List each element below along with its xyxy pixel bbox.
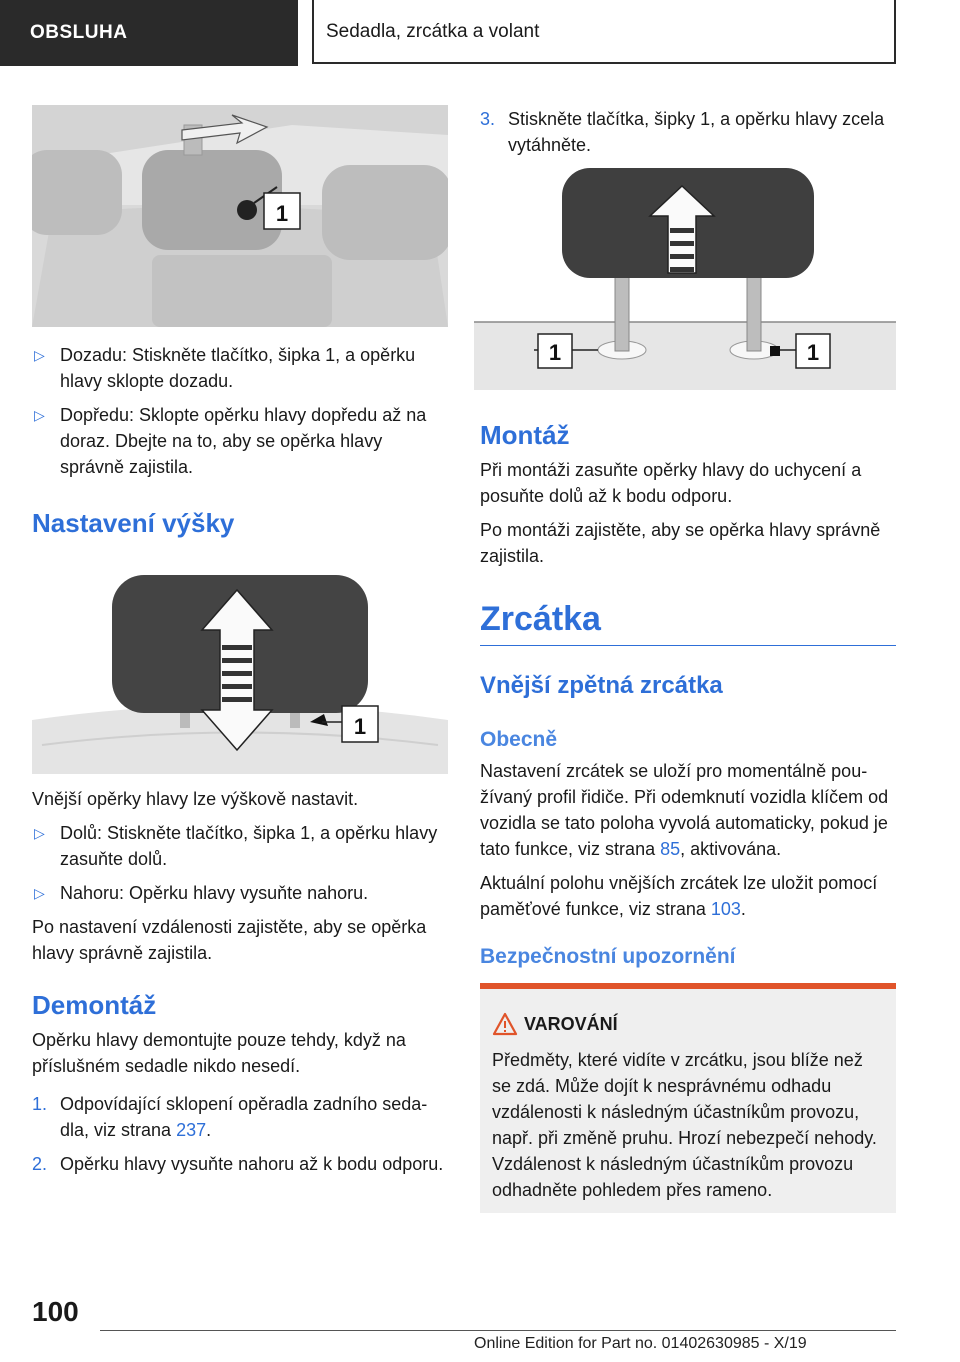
heading-height-adjustment: Nastavení výšky: [32, 508, 235, 538]
figure-callout-1: 1: [275, 201, 289, 226]
list-item: 1. Odpovídající sklopení opěradla zadního sedadla, viz strana 237.: [32, 1094, 428, 1140]
figure-headrest-tilt: [32, 105, 448, 327]
warning-text: Předměty, které vidíte v zrcátku, jsou blíže než se zdá. Může dojít k nesprávnému odhadu vzdálenosti k následným účastníkům provozu, např. při změně pruhu. Hrozí nebezpečí nehody. Vzdálenost k následným účastníkům provozu odhadněte pohledem přes rameno.: [492, 1050, 877, 1200]
figure-callout-1: 1: [548, 340, 562, 365]
heading-general: Obecně: [480, 728, 558, 751]
heading-outer-mirrors: Vnější zpětná zrcátka: [480, 672, 723, 699]
paragraph: Aktuální polohu vnějších zrcátek lze uložit pomocí paměťové funkce, viz strana 103.: [480, 873, 878, 919]
list-item: 3. Stiskněte tlačítka, šipky 1, a opěrku hlavy zcela vytáhněte.: [480, 109, 885, 155]
bullet-triangle-icon: ▷: [34, 347, 45, 363]
footer-divider: [100, 1330, 896, 1331]
warning-box: [480, 983, 896, 1213]
figure-callout-1: 1: [806, 340, 820, 365]
paragraph: Po montáži zajistěte, aby se opěrka hlavy správně zajistila.: [480, 520, 881, 566]
paragraph: Při montáži zasuňte opěrky hlavy do uchycení a posuňte dolů až k bodu odporu.: [480, 460, 862, 506]
heading-mounting: Montáž: [480, 420, 570, 450]
bullet-triangle-icon: ▷: [34, 885, 45, 901]
page-number: 100: [32, 1296, 79, 1327]
page-header: [0, 0, 960, 68]
list-item: ▷ Dozadu: Stiskněte tlačítko, šipka 1, a opěrku hlavy sklopte dozadu.: [32, 342, 448, 394]
list-item: ▷ Nahoru: Opěrku hlavy vysuňte nahoru.: [32, 880, 448, 906]
figure-headrest-height: [32, 570, 448, 774]
warning-title: VAROVÁNÍ: [524, 1014, 618, 1034]
paragraph: Vnější opěrky hlavy lze výškově nastavit.: [32, 789, 359, 809]
paragraph: Opěrku hlavy demontujte pouze tehdy, když na příslušném sedadle nikdo nesedí.: [32, 1030, 406, 1076]
paragraph: Nastavení zrcátek se uloží pro momentálně používaný profil řidiče. Při odemknutí vozidla klíčem od vozidla se tato poloha vyvolá automaticky, pokud je tato funkce, viz strana 85, aktivována.: [480, 761, 889, 859]
heading-safety: Bezpečnostní upozornění: [480, 945, 736, 968]
list-item: ▷ Dolů: Stiskněte tlačítko, šipka 1, a opěrku hlavy zasuňte dolů.: [32, 820, 448, 872]
page-link-103[interactable]: 103: [710, 899, 741, 919]
warning-triangle-icon: [492, 1012, 518, 1036]
paragraph: Po nastavení vzdálenosti zajistěte, aby se opěrka hlavy správně zajistila.: [32, 917, 427, 963]
bullet-triangle-icon: ▷: [34, 825, 45, 841]
heading-mirrors: Zrcátka: [480, 600, 896, 646]
figure-callout-1: 1: [353, 714, 367, 739]
section-tab: OBSLUHA: [0, 0, 298, 66]
list-item: ▷ Dopředu: Sklopte opěrku hlavy dopředu až na doraz. Dbejte na to, aby se opěrka hlavy správně zajistila.: [32, 402, 448, 480]
figure-headrest-removal: [474, 168, 896, 390]
page-link-237[interactable]: 237: [176, 1120, 207, 1140]
page-link-85[interactable]: 85: [660, 839, 681, 859]
heading-removal: Demontáž: [32, 990, 157, 1020]
chapter-title: Sedadla, zrcátka a volant: [312, 0, 896, 64]
footer-edition: Online Edition for Part no. 01402630985 - X/19: [474, 1335, 807, 1352]
list-item: 2. Opěrku hlavy vysuňte nahoru až k bodu odporu.: [32, 1154, 444, 1174]
bullet-triangle-icon: ▷: [34, 407, 45, 423]
